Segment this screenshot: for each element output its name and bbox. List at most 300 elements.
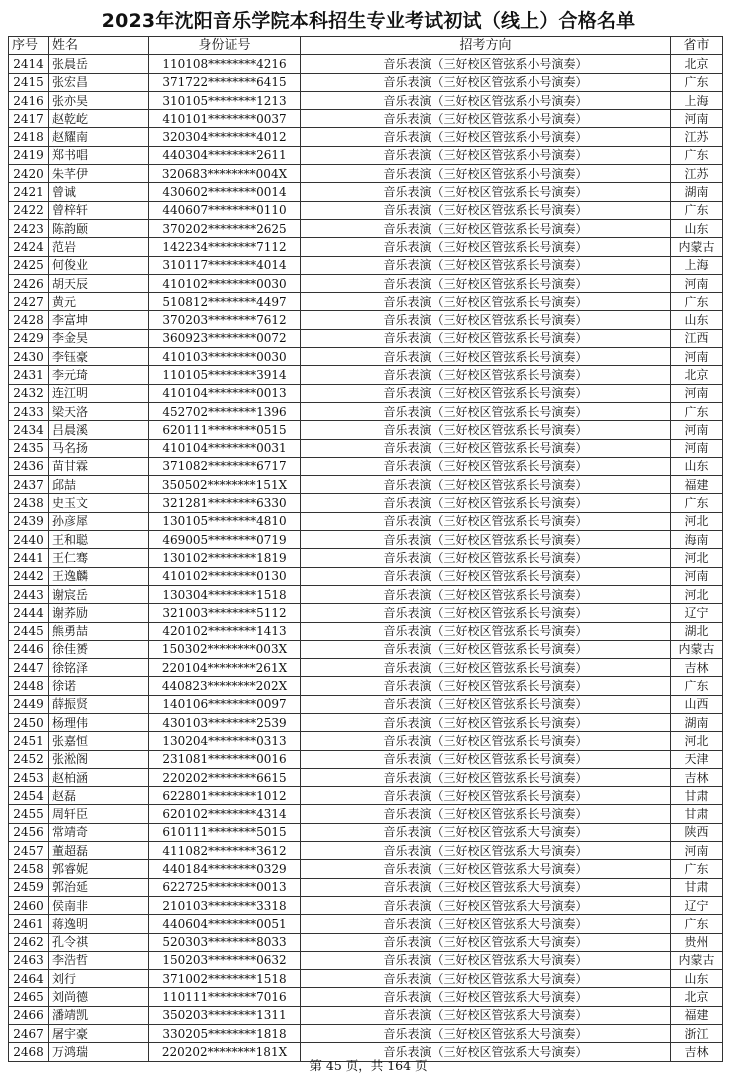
cell-id-number: 140106********0097 [149,695,301,713]
table-row [9,256,723,274]
cell-direction: 音乐表演（三好校区管弦系长号演奏） [301,567,671,585]
cell-direction: 音乐表演（三好校区管弦系长号演奏） [301,256,671,274]
cell-id-number: 622725********0013 [149,878,301,896]
cell-direction: 音乐表演（三好校区管弦系长号演奏） [301,677,671,695]
cell-id-number: 370202********2625 [149,219,301,237]
table-row [9,713,723,731]
cell-name: 赵柏涵 [49,768,149,786]
cell-serial: 2442 [9,567,49,585]
cell-name: 熊勇喆 [49,622,149,640]
cell-name: 万鸿瑞 [49,1043,149,1061]
cell-name: 连江明 [49,384,149,402]
cell-name: 李钰豪 [49,348,149,366]
table-row [9,878,723,896]
cell-province: 河南 [671,274,723,292]
cell-id-number: 430103********2539 [149,713,301,731]
cell-direction: 音乐表演（三好校区管弦系长号演奏） [301,659,671,677]
cell-name: 谢荞励 [49,604,149,622]
cell-id-number: 469005********0719 [149,531,301,549]
table-row [9,768,723,786]
cell-serial: 2436 [9,457,49,475]
cell-province: 陕西 [671,823,723,841]
cell-direction: 音乐表演（三好校区管弦系长号演奏） [301,750,671,768]
table-row [9,604,723,622]
table-row [9,110,723,128]
cell-province: 河北 [671,732,723,750]
cell-name: 何俊业 [49,256,149,274]
cell-serial: 2454 [9,787,49,805]
table-row [9,659,723,677]
cell-serial: 2451 [9,732,49,750]
page-footer: 第 45 页，共 164 页 [309,1058,428,1073]
cell-direction: 音乐表演（三好校区管弦系长号演奏） [301,604,671,622]
cell-id-number: 620111********0515 [149,421,301,439]
cell-serial: 2429 [9,329,49,347]
cell-serial: 2439 [9,512,49,530]
cell-direction: 音乐表演（三好校区管弦系大号演奏） [301,823,671,841]
cell-id-number: 371722********6415 [149,73,301,91]
cell-province: 江苏 [671,165,723,183]
cell-direction: 音乐表演（三好校区管弦系长号演奏） [301,549,671,567]
cell-serial: 2427 [9,293,49,311]
cell-province: 河南 [671,384,723,402]
cell-direction: 音乐表演（三好校区管弦系大号演奏） [301,951,671,969]
cell-name: 李金昊 [49,329,149,347]
table-row [9,805,723,823]
cell-name: 曾梓轩 [49,201,149,219]
cell-province: 山东 [671,457,723,475]
cell-name: 史玉文 [49,494,149,512]
cell-province: 山东 [671,311,723,329]
table-row [9,677,723,695]
cell-direction: 音乐表演（三好校区管弦系大号演奏） [301,915,671,933]
cell-direction: 音乐表演（三好校区管弦系小号演奏） [301,73,671,91]
cell-province: 湖南 [671,183,723,201]
cell-name: 张嘉恒 [49,732,149,750]
cell-direction: 音乐表演（三好校区管弦系大号演奏） [301,860,671,878]
cell-direction: 音乐表演（三好校区管弦系小号演奏） [301,146,671,164]
cell-id-number: 371082********6717 [149,457,301,475]
cell-serial: 2435 [9,439,49,457]
cell-name: 陈韵颐 [49,219,149,237]
cell-name: 吕晨溪 [49,421,149,439]
cell-name: 曾诚 [49,183,149,201]
table-row [9,988,723,1006]
cell-serial: 2414 [9,55,49,73]
cell-serial: 2458 [9,860,49,878]
cell-serial: 2441 [9,549,49,567]
cell-name: 张宏昌 [49,73,149,91]
cell-direction: 音乐表演（三好校区管弦系大号演奏） [301,970,671,988]
cell-province: 贵州 [671,933,723,951]
cell-name: 苗甘霖 [49,457,149,475]
header-province: 省市 [671,37,723,55]
cell-id-number: 130105********4810 [149,512,301,530]
cell-id-number: 360923********0072 [149,329,301,347]
cell-province: 广东 [671,494,723,512]
cell-direction: 音乐表演（三好校区管弦系长号演奏） [301,348,671,366]
cell-province: 湖北 [671,622,723,640]
cell-id-number: 452702********1396 [149,402,301,420]
cell-id-number: 220104********261X [149,659,301,677]
cell-province: 甘肃 [671,787,723,805]
table-row [9,183,723,201]
cell-serial: 2419 [9,146,49,164]
cell-id-number: 440823********202X [149,677,301,695]
cell-direction: 音乐表演（三好校区管弦系长号演奏） [301,585,671,603]
cell-serial: 2466 [9,1006,49,1024]
cell-name: 刘尚德 [49,988,149,1006]
cell-direction: 音乐表演（三好校区管弦系长号演奏） [301,366,671,384]
cell-province: 山东 [671,970,723,988]
cell-name: 范岩 [49,238,149,256]
cell-id-number: 420102********1413 [149,622,301,640]
cell-id-number: 320304********4012 [149,128,301,146]
cell-province: 广东 [671,860,723,878]
cell-serial: 2443 [9,585,49,603]
cell-province: 甘肃 [671,805,723,823]
cell-id-number: 440604********0051 [149,915,301,933]
cell-name: 郑书唱 [49,146,149,164]
cell-id-number: 130304********1518 [149,585,301,603]
cell-id-number: 440304********2611 [149,146,301,164]
cell-direction: 音乐表演（三好校区管弦系长号演奏） [301,329,671,347]
cell-serial: 2462 [9,933,49,951]
cell-province: 河南 [671,348,723,366]
cell-serial: 2417 [9,110,49,128]
cell-direction: 音乐表演（三好校区管弦系长号演奏） [301,512,671,530]
cell-direction: 音乐表演（三好校区管弦系长号演奏） [301,787,671,805]
cell-province: 天津 [671,750,723,768]
cell-serial: 2450 [9,713,49,731]
cell-direction: 音乐表演（三好校区管弦系小号演奏） [301,55,671,73]
cell-serial: 2459 [9,878,49,896]
cell-serial: 2422 [9,201,49,219]
cell-id-number: 110111********7016 [149,988,301,1006]
cell-name: 李富坤 [49,311,149,329]
cell-direction: 音乐表演（三好校区管弦系小号演奏） [301,128,671,146]
table-row [9,787,723,805]
table-row [9,951,723,969]
cell-direction: 音乐表演（三好校区管弦系大号演奏） [301,988,671,1006]
cell-province: 广东 [671,402,723,420]
cell-direction: 音乐表演（三好校区管弦系长号演奏） [301,238,671,256]
table-row [9,933,723,951]
cell-name: 赵磊 [49,787,149,805]
cell-province: 吉林 [671,659,723,677]
cell-id-number: 310117********4014 [149,256,301,274]
cell-name: 胡天辰 [49,274,149,292]
cell-id-number: 130102********1819 [149,549,301,567]
cell-direction: 音乐表演（三好校区管弦系长号演奏） [301,622,671,640]
cell-name: 侯南非 [49,896,149,914]
cell-serial: 2467 [9,1025,49,1043]
cell-serial: 2420 [9,165,49,183]
cell-id-number: 440607********0110 [149,201,301,219]
cell-province: 甘肃 [671,878,723,896]
cell-direction: 音乐表演（三好校区管弦系长号演奏） [301,421,671,439]
cell-name: 赵乾屹 [49,110,149,128]
cell-province: 辽宁 [671,604,723,622]
cell-serial: 2431 [9,366,49,384]
cell-serial: 2457 [9,842,49,860]
cell-name: 谢宸岳 [49,585,149,603]
table-row [9,476,723,494]
cell-province: 上海 [671,256,723,274]
table-row [9,585,723,603]
header-id-number: 身份证号 [149,37,301,55]
cell-id-number: 220202********181X [149,1043,301,1061]
cell-name: 刘行 [49,970,149,988]
cell-name: 周轩臣 [49,805,149,823]
table-row [9,732,723,750]
cell-serial: 2434 [9,421,49,439]
cell-serial: 2447 [9,659,49,677]
cell-id-number: 321003********5112 [149,604,301,622]
cell-id-number: 620102********4314 [149,805,301,823]
cell-province: 河南 [671,842,723,860]
cell-direction: 音乐表演（三好校区管弦系长号演奏） [301,274,671,292]
cell-id-number: 210103********3318 [149,896,301,914]
cell-name: 王仁骞 [49,549,149,567]
table-row [9,549,723,567]
table-body [9,55,723,1061]
cell-id-number: 410103********0030 [149,348,301,366]
cell-name: 潘靖凯 [49,1006,149,1024]
header-serial: 序号 [9,37,49,55]
cell-province: 内蒙古 [671,951,723,969]
cell-id-number: 231081********0016 [149,750,301,768]
cell-serial: 2432 [9,384,49,402]
cell-serial: 2444 [9,604,49,622]
cell-direction: 音乐表演（三好校区管弦系大号演奏） [301,1025,671,1043]
cell-id-number: 411082********3612 [149,842,301,860]
cell-direction: 音乐表演（三好校区管弦系长号演奏） [301,402,671,420]
cell-province: 广东 [671,677,723,695]
cell-id-number: 110105********3914 [149,366,301,384]
cell-id-number: 410102********0030 [149,274,301,292]
cell-province: 北京 [671,366,723,384]
cell-id-number: 622801********1012 [149,787,301,805]
cell-province: 上海 [671,91,723,109]
cell-direction: 音乐表演（三好校区管弦系大号演奏） [301,933,671,951]
cell-id-number: 321281********6330 [149,494,301,512]
cell-id-number: 320683********004X [149,165,301,183]
cell-serial: 2456 [9,823,49,841]
table-row [9,348,723,366]
cell-direction: 音乐表演（三好校区管弦系大号演奏） [301,1006,671,1024]
cell-province: 河北 [671,585,723,603]
table-row [9,146,723,164]
cell-direction: 音乐表演（三好校区管弦系长号演奏） [301,201,671,219]
table-row [9,55,723,73]
cell-name: 杨理伟 [49,713,149,731]
cell-id-number: 130204********0313 [149,732,301,750]
cell-name: 董超磊 [49,842,149,860]
cell-id-number: 150302********003X [149,640,301,658]
cell-direction: 音乐表演（三好校区管弦系小号演奏） [301,165,671,183]
table-row [9,860,723,878]
cell-direction: 音乐表演（三好校区管弦系小号演奏） [301,110,671,128]
cell-name: 蒋逸明 [49,915,149,933]
cell-province: 河南 [671,439,723,457]
table-row [9,1006,723,1024]
cell-serial: 2440 [9,531,49,549]
cell-serial: 2449 [9,695,49,713]
cell-direction: 音乐表演（三好校区管弦系长号演奏） [301,640,671,658]
cell-province: 浙江 [671,1025,723,1043]
cell-name: 赵耀南 [49,128,149,146]
table-header-row [9,37,723,55]
cell-direction: 音乐表演（三好校区管弦系小号演奏） [301,91,671,109]
cell-id-number: 350203********1311 [149,1006,301,1024]
table-row [9,695,723,713]
header-direction: 招考方向 [301,37,671,55]
cell-id-number: 610111********5015 [149,823,301,841]
cell-province: 广东 [671,201,723,219]
cell-id-number: 520303********8033 [149,933,301,951]
cell-direction: 音乐表演（三好校区管弦系长号演奏） [301,713,671,731]
cell-name: 马名扬 [49,439,149,457]
cell-name: 张淞阁 [49,750,149,768]
cell-id-number: 150203********0632 [149,951,301,969]
cell-direction: 音乐表演（三好校区管弦系长号演奏） [301,293,671,311]
cell-direction: 音乐表演（三好校区管弦系长号演奏） [301,457,671,475]
cell-serial: 2424 [9,238,49,256]
table-row [9,439,723,457]
table-row [9,91,723,109]
cell-serial: 2460 [9,896,49,914]
cell-direction: 音乐表演（三好校区管弦系长号演奏） [301,531,671,549]
table-row [9,311,723,329]
table-row [9,165,723,183]
table-row [9,567,723,585]
cell-direction: 音乐表演（三好校区管弦系长号演奏） [301,311,671,329]
cell-name: 王和聪 [49,531,149,549]
cell-direction: 音乐表演（三好校区管弦系长号演奏） [301,219,671,237]
cell-id-number: 510812********4497 [149,293,301,311]
page-title: 2023年沈阳音乐学院本科招生专业考试初试（线上）合格名单 [101,10,636,32]
table-row [9,494,723,512]
cell-province: 河北 [671,549,723,567]
cell-province: 河南 [671,421,723,439]
cell-province: 湖南 [671,713,723,731]
cell-name: 薛振贤 [49,695,149,713]
cell-id-number: 440184********0329 [149,860,301,878]
cell-id-number: 330205********1818 [149,1025,301,1043]
cell-province: 河北 [671,512,723,530]
table-row [9,201,723,219]
table-row [9,128,723,146]
cell-province: 吉林 [671,1043,723,1061]
cell-province: 福建 [671,1006,723,1024]
cell-province: 北京 [671,988,723,1006]
cell-name: 黄元 [49,293,149,311]
cell-province: 吉林 [671,768,723,786]
cell-name: 孙彦犀 [49,512,149,530]
cell-serial: 2453 [9,768,49,786]
table-row [9,384,723,402]
cell-name: 徐诺 [49,677,149,695]
cell-direction: 音乐表演（三好校区管弦系大号演奏） [301,878,671,896]
cell-id-number: 410104********0031 [149,439,301,457]
cell-direction: 音乐表演（三好校区管弦系大号演奏） [301,896,671,914]
header-name: 姓名 [49,37,149,55]
candidate-table [8,36,723,1062]
table-row [9,622,723,640]
cell-direction: 音乐表演（三好校区管弦系长号演奏） [301,732,671,750]
table-row [9,329,723,347]
cell-name: 徐铭泽 [49,659,149,677]
cell-name: 郭治延 [49,878,149,896]
cell-province: 广东 [671,73,723,91]
cell-serial: 2468 [9,1043,49,1061]
table-row [9,402,723,420]
cell-province: 辽宁 [671,896,723,914]
cell-serial: 2426 [9,274,49,292]
cell-id-number: 110108********4216 [149,55,301,73]
cell-name: 张亦昊 [49,91,149,109]
cell-id-number: 370203********7612 [149,311,301,329]
cell-name: 梁天洛 [49,402,149,420]
cell-serial: 2464 [9,970,49,988]
cell-province: 河南 [671,567,723,585]
cell-name: 郭睿妮 [49,860,149,878]
cell-direction: 音乐表演（三好校区管弦系大号演奏） [301,842,671,860]
table-row [9,640,723,658]
cell-serial: 2425 [9,256,49,274]
cell-serial: 2437 [9,476,49,494]
table-row [9,238,723,256]
cell-serial: 2461 [9,915,49,933]
cell-province: 北京 [671,55,723,73]
cell-serial: 2446 [9,640,49,658]
cell-serial: 2465 [9,988,49,1006]
cell-province: 广东 [671,293,723,311]
table-row [9,421,723,439]
cell-direction: 音乐表演（三好校区管弦系长号演奏） [301,183,671,201]
cell-name: 朱芊伊 [49,165,149,183]
cell-province: 河南 [671,110,723,128]
table-row [9,823,723,841]
cell-serial: 2421 [9,183,49,201]
cell-name: 邱喆 [49,476,149,494]
cell-direction: 音乐表演（三好校区管弦系长号演奏） [301,805,671,823]
table-row [9,531,723,549]
cell-province: 海南 [671,531,723,549]
cell-id-number: 142234********7112 [149,238,301,256]
cell-serial: 2415 [9,73,49,91]
table-row [9,457,723,475]
cell-direction: 音乐表演（三好校区管弦系长号演奏） [301,476,671,494]
cell-serial: 2452 [9,750,49,768]
cell-name: 张晨岳 [49,55,149,73]
cell-id-number: 220202********6615 [149,768,301,786]
cell-name: 王逸麟 [49,567,149,585]
table-row [9,366,723,384]
cell-id-number: 410101********0037 [149,110,301,128]
cell-serial: 2416 [9,91,49,109]
cell-direction: 音乐表演（三好校区管弦系长号演奏） [301,695,671,713]
cell-id-number: 410104********0013 [149,384,301,402]
table-row [9,915,723,933]
cell-serial: 2430 [9,348,49,366]
cell-province: 福建 [671,476,723,494]
cell-direction: 音乐表演（三好校区管弦系长号演奏） [301,439,671,457]
cell-serial: 2455 [9,805,49,823]
cell-province: 江西 [671,329,723,347]
table-row [9,512,723,530]
